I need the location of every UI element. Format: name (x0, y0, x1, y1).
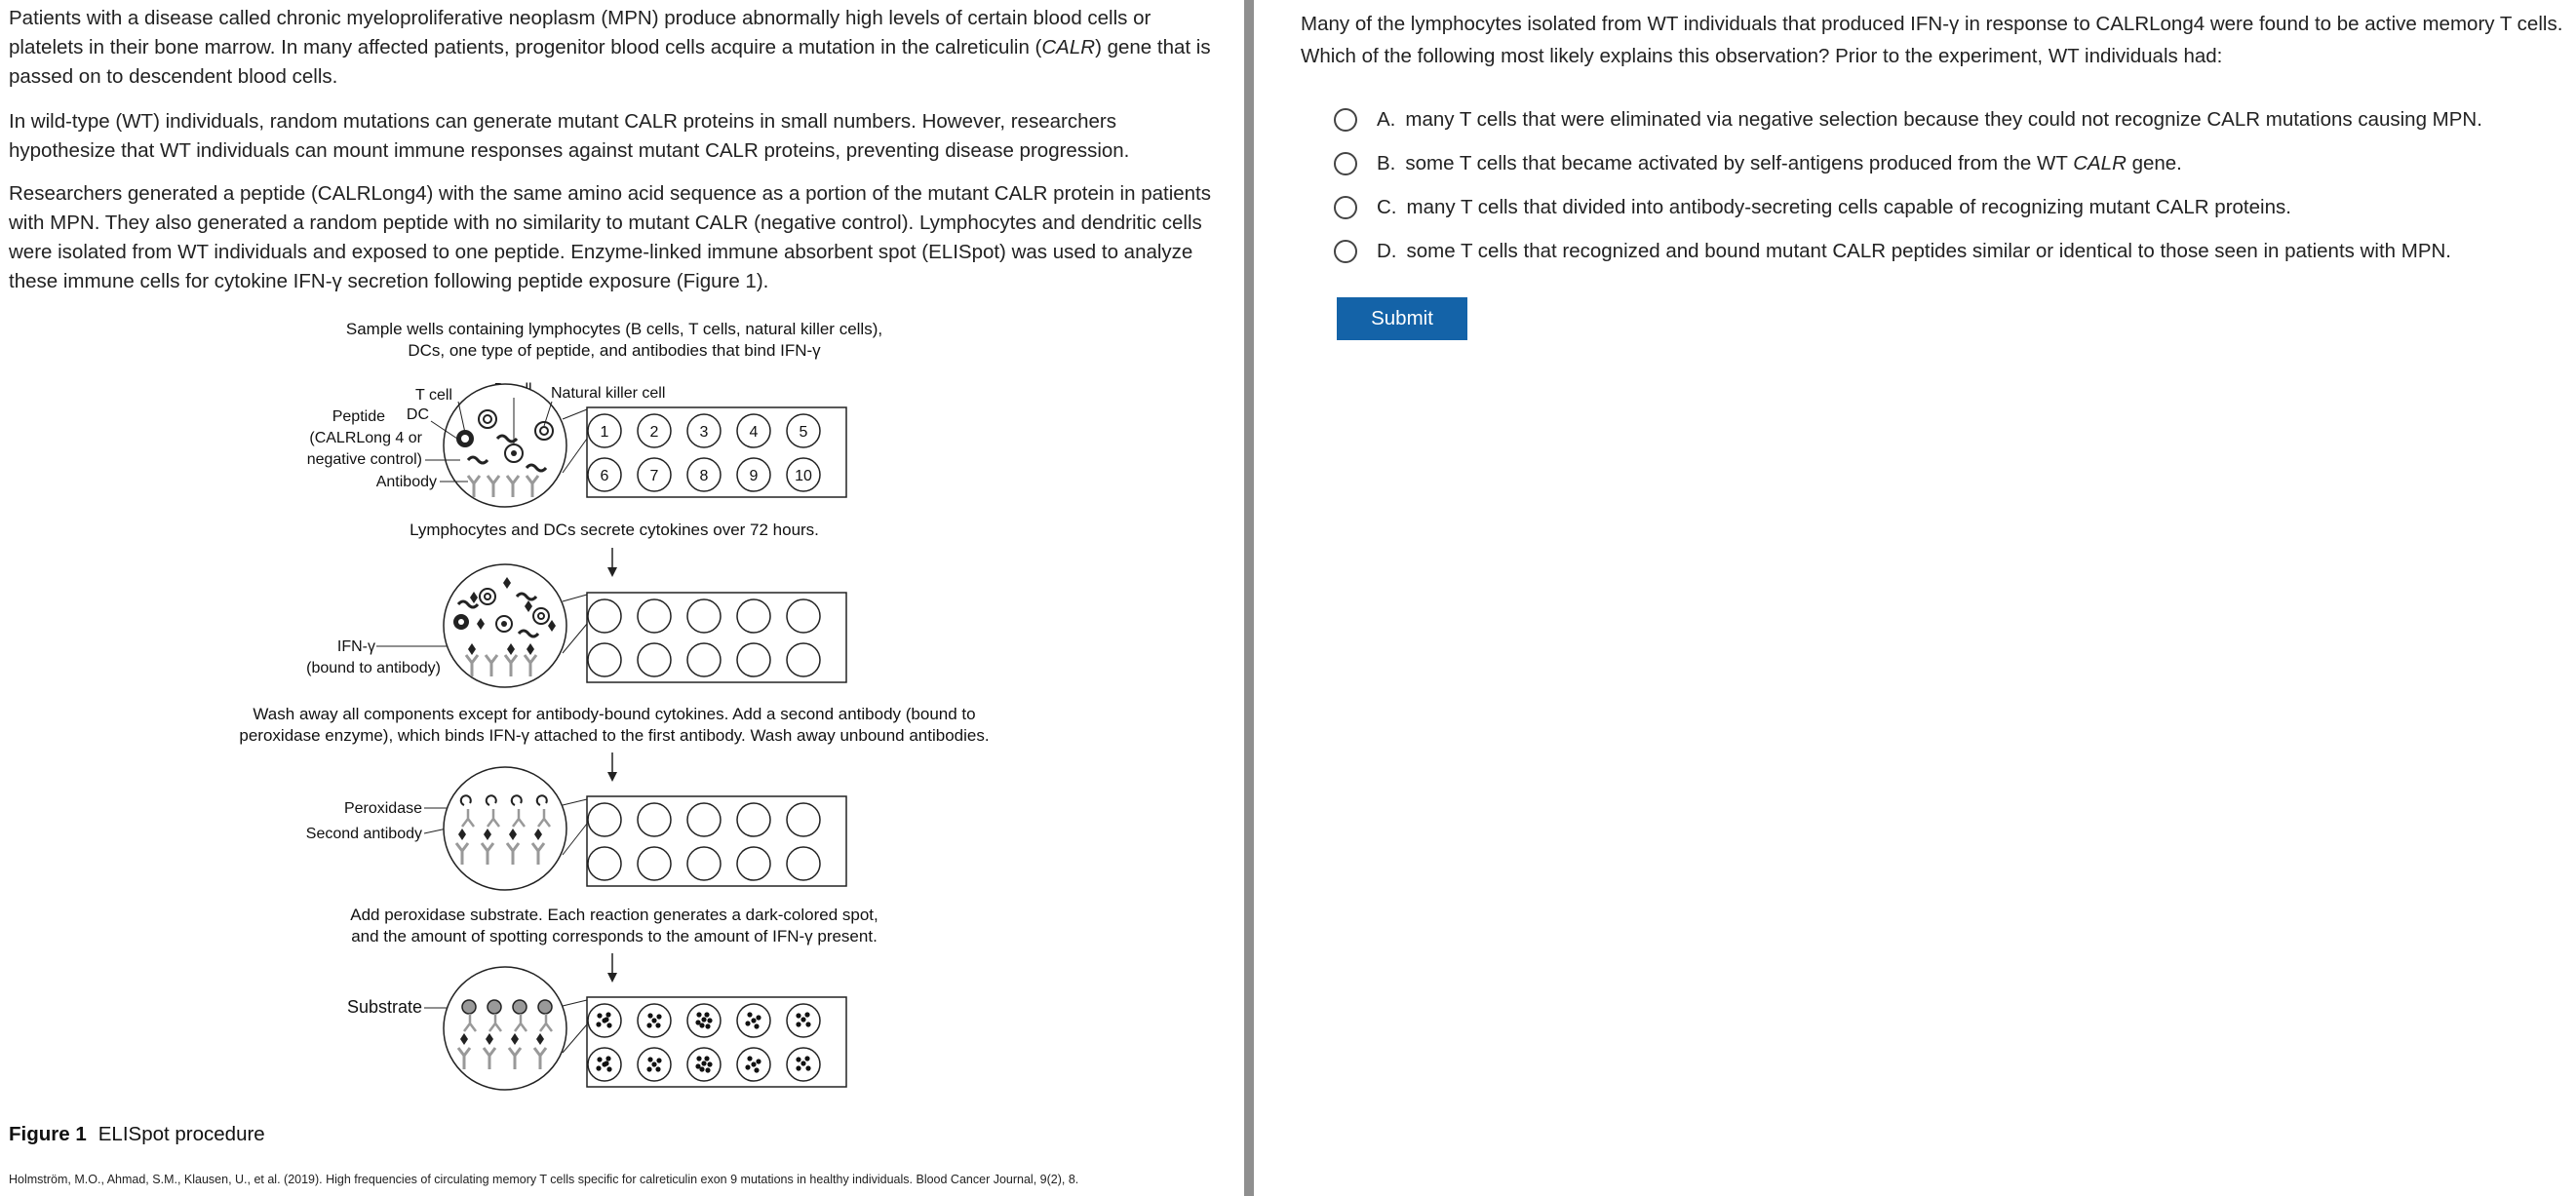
label-natural-killer-cell: Natural killer cell (551, 385, 666, 402)
spot (705, 1067, 710, 1072)
spot (656, 1014, 661, 1019)
spot (796, 1065, 800, 1070)
well-10 (787, 643, 820, 676)
spot (800, 1061, 805, 1065)
well-7 (638, 847, 671, 880)
choice-c-letter: C. (1377, 195, 1397, 218)
spot (796, 1057, 800, 1061)
choice-a-radio[interactable] (1334, 108, 1357, 132)
well-7 (638, 643, 671, 676)
spot (606, 1022, 611, 1027)
question-panel (1266, 0, 2576, 1196)
figure-caption (9, 1123, 265, 1146)
spot (704, 1056, 709, 1061)
plate-4 (587, 997, 846, 1087)
spot (796, 1013, 800, 1018)
figure-caption-text: ELISpot procedure (98, 1123, 265, 1145)
well-4 (737, 599, 770, 633)
p1-gene-name: CALR (1041, 36, 1096, 58)
p1-text-a: Patients with a disease called chronic myeloproliferative neoplasm (MPN) produce abnormally high levels of certain blood cells or platelets in their bone marrow. In many affected patients, progenitor blood cells acquire a mutation in the calreticulin ( (9, 7, 1151, 58)
panel3-magnified-well (306, 767, 587, 890)
well-5 (787, 599, 820, 633)
choice-d-radio[interactable] (1334, 240, 1357, 263)
well-5 (787, 803, 820, 836)
figure-citation: Holmström, M.O., Ahmad, S.M., Klausen, U., et al. (2019). High frequencies of circulating memory T cells specific for calreticulin exon 9 mutations in healthy individuals. Blood Cancer Journal, 9(2), 8. (9, 1173, 1079, 1186)
spot (647, 1057, 652, 1061)
label-peroxidase: Peroxidase (343, 800, 422, 817)
well-9 (737, 847, 770, 880)
spot (655, 1022, 660, 1027)
spot (696, 1012, 701, 1017)
spot (656, 1058, 661, 1062)
step2-caption: Lymphocytes and DCs secrete cytokines over 72 hours. (410, 521, 819, 539)
spot (604, 1061, 608, 1065)
step1-caption-line2: DCs, one type of peptide, and antibodies that bind IFN-γ (408, 341, 821, 360)
spot (796, 1022, 800, 1026)
spot (707, 1018, 712, 1022)
well-8 (687, 847, 721, 880)
spot (701, 1017, 706, 1022)
choice-b-text (1405, 152, 2182, 175)
spot (655, 1066, 660, 1071)
well-8 (687, 643, 721, 676)
spot (696, 1056, 701, 1061)
spot (605, 1056, 610, 1061)
choice-b[interactable] (1334, 141, 2562, 185)
question-stem: Many of the lymphocytes isolated from WT individuals that produced IFN-γ in response to CALRLong4 were found to be active memory T cells. Which of the following most likely explains this observation? Prior to the experiment, WT individuals had: (1301, 13, 2563, 67)
well-2 (638, 803, 671, 836)
well-4 (737, 803, 770, 836)
well-1 (588, 803, 621, 836)
well-2 (638, 599, 671, 633)
spot (756, 1059, 761, 1063)
label-second-antibody: Second antibody (305, 826, 422, 842)
passage-paragraph-3: Researchers generated a peptide (CALRLong4) with the same amino acid sequence as a portion of the mutant CALR protein in patients with MPN. They also generated a random peptide with no similarity to mutant CALR (negative control). Lymphocytes and dendritic cells were isolated from WT individuals and exposed to one peptide. Enzyme-linked immune absorbent spot (ELISpot) was used to analyze these immune cells for cytokine IFN-γ secretion following peptide exposure (Figure 1). (9, 182, 1212, 292)
choice-c[interactable] (1334, 185, 2562, 229)
step4-caption-line2: and the amount of spotting corresponds to the amount of IFN-γ present. (351, 927, 878, 945)
spot (805, 1065, 810, 1070)
spot (606, 1066, 611, 1071)
label-t-cell: T cell (415, 387, 452, 404)
spot (745, 1064, 750, 1069)
spot (754, 1023, 759, 1028)
spot (804, 1012, 809, 1017)
spot (699, 1066, 704, 1071)
choice-b-text-b: gene. (2126, 151, 2182, 174)
choice-a[interactable] (1334, 97, 2562, 141)
spot (805, 1022, 810, 1026)
label-ifn-bound: (bound to antibody) (306, 660, 441, 676)
spot (699, 1022, 704, 1027)
well-number: 4 (749, 424, 759, 441)
choice-d-letter: D. (1377, 239, 1397, 262)
well-3 (687, 599, 721, 633)
well-number: 1 (600, 424, 609, 441)
choice-d-text: some T cells that recognized and bound mutant CALR peptides similar or identical to those seen in patients with MPN. (1406, 239, 2452, 262)
label-peptide-line3: negative control) (306, 451, 422, 468)
spot (705, 1023, 710, 1028)
label-peptide-line2: (CALRLong 4 or (309, 430, 422, 446)
choice-a-letter: A. (1377, 107, 1396, 131)
spot (747, 1056, 752, 1061)
well-number: 7 (649, 468, 659, 484)
spot (756, 1015, 761, 1020)
answer-choices (1334, 97, 2562, 273)
choice-c-radio[interactable] (1334, 196, 1357, 219)
spot (597, 1057, 602, 1061)
well-6 (588, 643, 621, 676)
label-peptide-line1: Peptide (332, 408, 385, 425)
choice-b-text-a: some T cells that became activated by self-antigens produced from the WT (1405, 151, 2074, 174)
label-substrate: Substrate (346, 997, 422, 1017)
plate-3 (587, 796, 846, 886)
label-ifn-gamma: IFN-γ (336, 638, 375, 655)
spot (596, 1065, 601, 1070)
passage-paragraph-1 (9, 4, 1228, 92)
spot (651, 1061, 656, 1066)
spot (651, 1018, 656, 1022)
spot (754, 1067, 759, 1072)
well-number: 3 (699, 424, 709, 441)
spot (646, 1066, 651, 1071)
well-number: 8 (699, 468, 709, 484)
choice-b-radio[interactable] (1334, 152, 1357, 175)
label-dc: DC (406, 406, 429, 423)
spot (704, 1012, 709, 1017)
well-1 (588, 599, 621, 633)
well-3 (687, 803, 721, 836)
step1-caption-line1: Sample wells containing lymphocytes (B cells, T cells, natural killer cells), (345, 320, 883, 338)
choice-d[interactable] (1334, 229, 2562, 273)
elispot-figure (176, 312, 1053, 1111)
spot (597, 1013, 602, 1018)
spot (647, 1013, 652, 1018)
spot (646, 1022, 651, 1027)
step3-caption-line2: peroxidase enzyme), which binds IFN-γ attached to the first antibody. Wash away unbound antibodies. (239, 726, 990, 745)
well-10 (787, 847, 820, 880)
well-number: 5 (799, 424, 808, 441)
choice-b-gene-name: CALR (2073, 151, 2127, 174)
step3-caption-line1: Wash away all components except for antibody-bound cytokines. Add a second antibody (bound to (253, 705, 976, 723)
spot (751, 1061, 756, 1066)
plate-2 (587, 593, 846, 682)
spot (596, 1022, 601, 1026)
spot (604, 1017, 608, 1022)
well-number: 2 (649, 424, 659, 441)
submit-button[interactable]: Submit (1337, 297, 1467, 340)
spot (800, 1017, 805, 1022)
step4-caption-line1: Add peroxidase substrate. Each reaction generates a dark-colored spot, (350, 906, 878, 924)
spot (751, 1018, 756, 1022)
panel2-magnified-well (306, 564, 587, 687)
spot (605, 1012, 610, 1017)
plate-1 (587, 407, 846, 497)
spot (707, 1061, 712, 1066)
spot (804, 1056, 809, 1061)
passage-panel (0, 0, 1240, 1196)
spot (747, 1012, 752, 1017)
label-antibody: Antibody (375, 474, 437, 490)
passage-paragraph-2: In wild-type (WT) individuals, random mutations can generate mutant CALR proteins in small numbers. However, researchers hypothesize that WT individuals can mount immune responses against mutant CALR proteins, preventing disease progression. (9, 110, 1130, 162)
well-number: 9 (749, 468, 759, 484)
p1-text-b: ) gene that is passed on to descendent blood cells. (9, 36, 1211, 88)
well-number: 10 (795, 468, 812, 484)
choice-c-text: many T cells that divided into antibody-secreting cells capable of recognizing mutant CALR proteins. (1406, 195, 2291, 218)
panel-divider[interactable] (1244, 0, 1254, 1196)
choice-a-text: many T cells that were eliminated via negative selection because they could not recognize CALR mutations causing MPN. (1405, 107, 2482, 131)
panel4-magnified-well (347, 967, 587, 1090)
well-number: 6 (600, 468, 609, 484)
spot (701, 1061, 706, 1065)
figure-caption-label: Figure 1 (9, 1123, 87, 1145)
well-6 (588, 847, 621, 880)
spot (745, 1021, 750, 1025)
well-9 (737, 643, 770, 676)
choice-b-letter: B. (1377, 151, 1396, 174)
